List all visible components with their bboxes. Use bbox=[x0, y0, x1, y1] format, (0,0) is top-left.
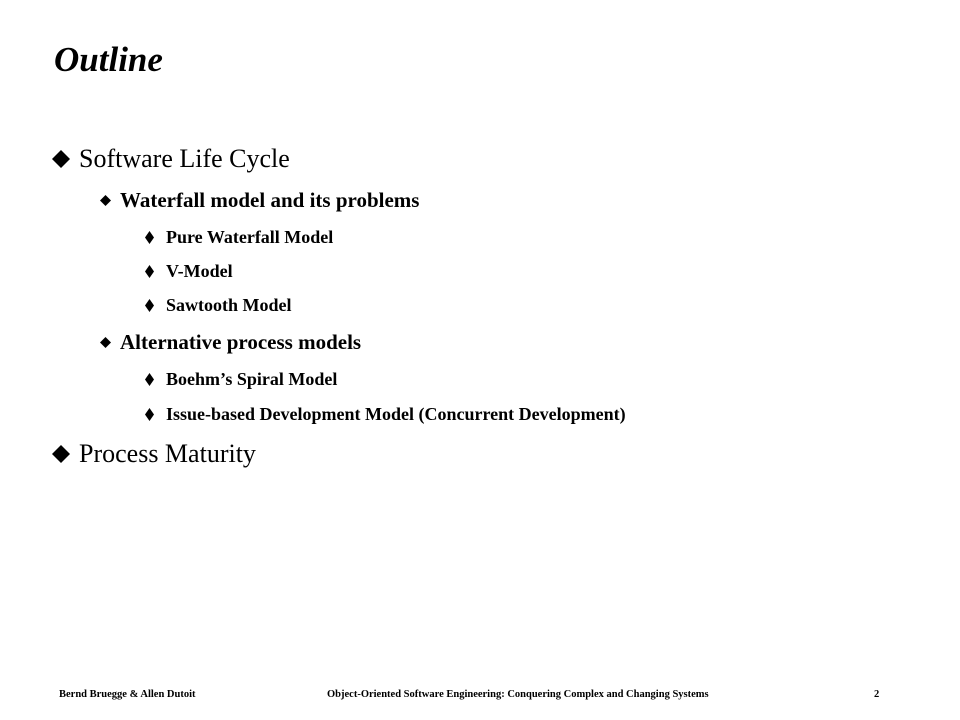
footer-book-title: Object-Oriented Software Engineering: Conquering Complex and Changing Systems bbox=[327, 689, 709, 700]
diamond-bullet-icon bbox=[145, 373, 154, 386]
outline-item bbox=[52, 143, 290, 175]
diamond-bullet-icon bbox=[52, 445, 70, 463]
outline-item-text: Boehm’s Spiral Model bbox=[166, 369, 338, 389]
diamond-bullet-icon bbox=[145, 231, 154, 244]
outline-item-text: Software Life Cycle bbox=[79, 144, 290, 173]
outline-item-text: Process Maturity bbox=[79, 439, 256, 468]
outline-item bbox=[145, 293, 292, 317]
outline-item bbox=[145, 367, 337, 391]
outline-item-text: Sawtooth Model bbox=[166, 295, 292, 315]
diamond-bullet-icon bbox=[52, 150, 70, 168]
diamond-bullet-icon bbox=[100, 337, 111, 348]
outline-item-text: V-Model bbox=[166, 261, 233, 281]
outline-item bbox=[145, 402, 626, 426]
diamond-bullet-icon bbox=[145, 408, 154, 421]
outline-item bbox=[145, 225, 333, 249]
outline-item-text: Alternative process models bbox=[120, 330, 362, 354]
outline-item-text: Pure Waterfall Model bbox=[166, 227, 334, 247]
outline-item-text: Waterfall model and its problems bbox=[120, 188, 420, 212]
diamond-bullet-icon bbox=[145, 265, 154, 278]
outline-item bbox=[100, 186, 419, 214]
footer-authors: Bernd Bruegge & Allen Dutoit bbox=[59, 689, 196, 700]
diamond-bullet-icon bbox=[100, 195, 111, 206]
diamond-bullet-icon bbox=[145, 299, 154, 312]
outline-item-text: Issue-based Development Model (Concurrent Development) bbox=[166, 404, 626, 424]
outline-item bbox=[100, 328, 361, 356]
page-number: 2 bbox=[874, 689, 880, 700]
slide-title: Outline bbox=[54, 40, 163, 79]
outline-item bbox=[52, 438, 256, 470]
outline-item bbox=[145, 259, 233, 283]
